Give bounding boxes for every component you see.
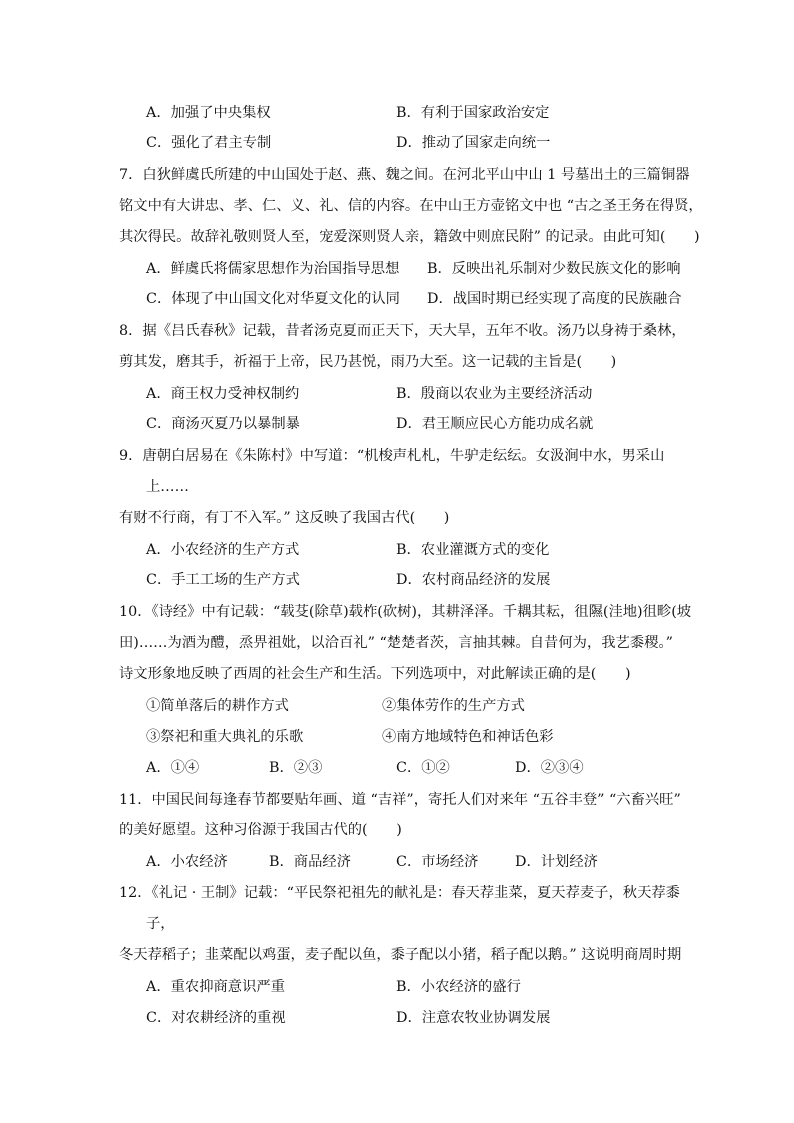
q7-stem-line-2: 铭文中有大讲忠、孝、仁、义、礼、信的内容。在中山王方壶铭文中也 “古之圣王务在得贤， xyxy=(119,198,703,214)
q6-option-b: B．有利于国家政治安定 xyxy=(396,105,550,121)
q9-stem-line-3: 有财不行商，有丁不入军。” 这反映了我国古代( ) xyxy=(119,510,450,526)
q12-option-b: B．小农经济的盛行 xyxy=(396,979,521,995)
q12-option-a: A．重农抑商意识严重 xyxy=(146,979,285,995)
q7-stem-line-3: 其次得民。故辞礼敬则贤人至，宠爱深则贤人亲，籍敛中则庶民附” 的记录。由此可知( ) xyxy=(119,229,700,245)
q10-item-3: ③祭祀和重大典礼的乐歌 xyxy=(146,729,304,745)
q9-stem-line-2: 上…… xyxy=(146,479,189,495)
q7-option-c: C．体现了中山国文化对华夏文化的认同 xyxy=(146,291,400,307)
q11-option-b: B．商品经济 xyxy=(269,854,351,870)
q12-option-c: C．对农耕经济的重视 xyxy=(146,1010,286,1026)
q9-option-a: A．小农经济的生产方式 xyxy=(146,542,300,558)
q12-stem-line-1: 12．《礼记 · 王制》记载：“平民祭祀祖先的献礼是：春天荐韭菜，夏天荐麦子，秋天荐黍 xyxy=(119,885,680,901)
q8-option-b: B．殷商以农业为主要经济活动 xyxy=(396,386,593,402)
q8-option-c: C．商汤灭夏乃以暴制暴 xyxy=(146,416,300,432)
q11-stem-line-1: 11．中国民间每逢春节都要贴年画、道 “吉祥”，寄托人们对来年 “五谷丰登” “六畜兴旺” xyxy=(119,792,681,808)
q10-option-c: C．①② xyxy=(396,760,450,776)
q9-option-d: D．农村商品经济的发展 xyxy=(396,572,551,588)
q8-stem-line-2: 剪其发，磨其手，祈福于上帝，民乃甚悦，雨乃大至。这一记载的主旨是( ) xyxy=(119,354,617,370)
q10-stem-line-2: 田)……为酒为醴，烝畀祖妣，以洽百礼” “楚楚者茨，言抽其棘。自昔何为，我艺黍稷。” xyxy=(119,635,673,651)
q10-item-4: ④南方地域特色和神话色彩 xyxy=(382,729,554,745)
q11-option-d: D．计划经济 xyxy=(515,854,598,870)
q10-item-2: ②集体劳作的生产方式 xyxy=(382,698,525,714)
q9-stem-line-1: 9．唐朝白居易在《朱陈村》中写道：“机梭声札札，牛驴走纭纭。女汲涧中水，男采山 xyxy=(119,448,665,464)
q10-option-b: B．②③ xyxy=(269,760,323,776)
q7-option-a: A．鲜虞氏将儒家思想作为治国指导思想 xyxy=(146,261,400,277)
q10-item-1: ①简单落后的耕作方式 xyxy=(146,698,289,714)
q8-option-a: A．商王权力受神权制约 xyxy=(146,386,300,402)
q11-stem-line-2: 的美好愿望。这种习俗源于我国古代的( ) xyxy=(119,822,402,838)
q10-option-d: D．②③④ xyxy=(515,760,584,776)
q11-option-a: A．小农经济 xyxy=(146,854,228,870)
q7-option-b: B．反映出礼乐制对少数民族文化的影响 xyxy=(427,261,681,277)
q12-option-d: D．注意农牧业协调发展 xyxy=(396,1010,551,1026)
q7-stem-line-1: 7．白狄鲜虞氏所建的中山国处于赵、燕、魏之间。在河北平山中山 1 号墓出土的三篇铜器 xyxy=(119,167,690,183)
q12-stem-line-3: 冬天荐稻子；韭菜配以鸡蛋，麦子配以鱼，黍子配以小猪，稻子配以鹅。” 这说明商周时期 xyxy=(119,947,682,963)
q6-option-a: A．加强了中央集权 xyxy=(146,105,271,121)
q6-option-c: C．强化了君主专制 xyxy=(146,135,272,151)
q10-stem-line-3: 诗文形象地反映了西周的社会生产和生活。下列选项中，对此解读正确的是( ) xyxy=(119,666,631,682)
q9-option-b: B．农业灌溉方式的变化 xyxy=(396,542,550,558)
q8-stem-line-1: 8．据《吕氏春秋》记载，昔者汤克夏而正天下，天大旱，五年不收。汤乃以身祷于桑林， xyxy=(119,323,686,339)
q10-stem-line-1: 10．《诗经》中有记载：“载芟(除草)载柞(砍树)，其耕泽泽。千耦其耘，徂隰(洼地)徂畛(坡 xyxy=(119,604,692,620)
q7-option-d: D．战国时期已经实现了高度的民族融合 xyxy=(427,291,682,307)
q8-option-d: D．君王顺应民心方能功成名就 xyxy=(396,416,594,432)
q9-option-c: C．手工工场的生产方式 xyxy=(146,572,300,588)
q10-option-a: A．①④ xyxy=(146,760,200,776)
q6-option-d: D．推动了国家走向统一 xyxy=(396,135,551,151)
q11-option-c: C．市场经济 xyxy=(396,854,479,870)
q12-stem-line-2: 子， xyxy=(146,916,175,932)
